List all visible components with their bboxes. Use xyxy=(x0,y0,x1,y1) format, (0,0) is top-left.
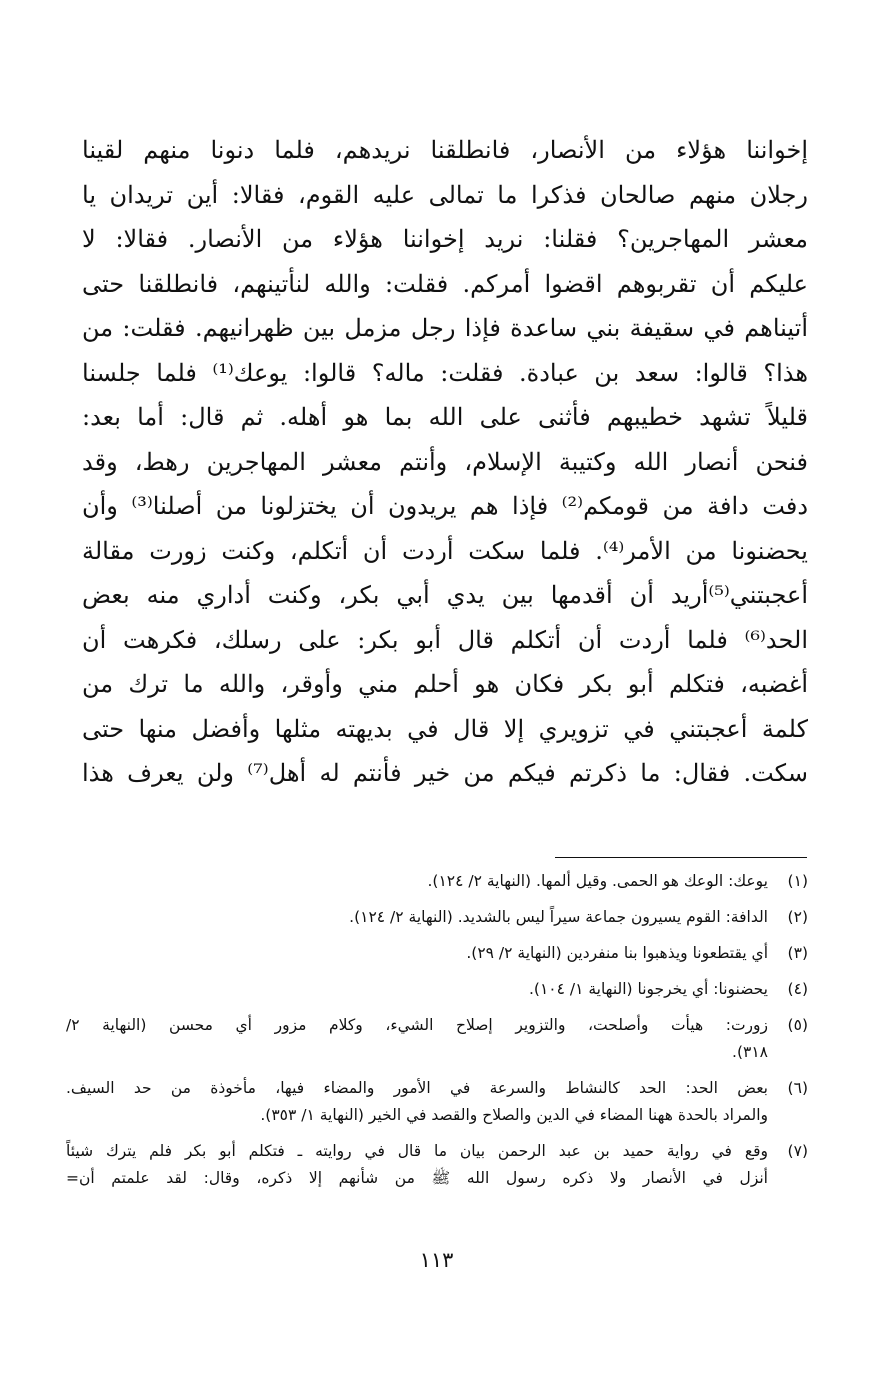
footnote-item xyxy=(66,868,808,895)
footnote-body xyxy=(66,976,768,1003)
footnote-text: بعض الحد: الحد كالنشاط والسرعة في الأمور والمضاء فيها، مأخوذة من حد السيف. xyxy=(66,1079,768,1097)
main-text-line: قليلاً تشهد خطيبهم فأثنى على الله بما هو أهله. ثم قال: أما بعد: xyxy=(82,403,808,431)
footnote-number: (٦) xyxy=(787,1079,808,1097)
footnote-text: أي يقتطعونا ويذهبوا بنا منفردين (النهاية ٢/ ٢٩). xyxy=(466,944,768,962)
footnote-body xyxy=(66,868,768,895)
footnote-text: زورت: هيأت وأصلحت، والتزوير إصلاح الشيء، وكلام مزور أي محسن (النهاية ٢/ xyxy=(66,1016,768,1034)
footnote-text: يحضنونا: أي يخرجونا (النهاية ١/ ١٠٤). xyxy=(528,980,768,998)
footnote-body xyxy=(66,940,768,967)
main-text-line: معشر المهاجرين؟ فقلنا: نريد إخواننا هؤلاء من الأنصار. فقالا: لا xyxy=(82,225,808,253)
footnote-number: (٤) xyxy=(787,980,808,998)
footnote-number: (٥) xyxy=(787,1016,808,1034)
main-text-line: سكت. فقال: ما ذكرتم فيكم من خير فأنتم له أهل⁽⁷⁾ ولن يعرف هذا xyxy=(82,759,808,787)
footnote-item xyxy=(66,1138,808,1192)
main-text-line: فنحن أنصار الله وكتيبة الإسلام، وأنتم معشر المهاجرين رهط، وقد xyxy=(82,447,808,476)
footnote-number: (١) xyxy=(787,872,808,890)
footnote-body xyxy=(66,904,768,931)
main-text-block xyxy=(82,128,808,796)
footnote-text: والمراد بالحدة ههنا المضاء في الدين والصلاح والقصد في الخير (النهاية ١/ ٣٥٣). xyxy=(260,1106,768,1124)
footnote-text: ٣١٨). xyxy=(732,1043,768,1061)
footnote-body xyxy=(66,1012,768,1066)
main-text-line: أغضبه، فتكلم أبو بكر فكان هو أحلم مني وأوقر، والله ما ترك من xyxy=(82,670,808,698)
main-text-line: أتيناهم في سقيفة بني ساعدة فإذا رجل مزمل بين ظهرانيهم. فقلت: من xyxy=(82,314,808,342)
main-text-line: دفت دافة من قومكم⁽²⁾ فإذا هم يريدون أن يختزلونا من أصلنا⁽³⁾ وأن xyxy=(82,492,808,520)
footnote-item xyxy=(66,904,808,931)
main-text-line: كلمة أعجبتني في تزويري إلا قال في بديهته مثلها وأفضل منها حتى xyxy=(82,714,808,743)
footnote-number: (٧) xyxy=(787,1142,808,1160)
footnote-separator xyxy=(555,857,807,858)
page-number: ١١٣ xyxy=(419,1248,454,1272)
footnote-text: أنزل في الأنصار ولا ذكره رسول الله ﷺ من شأنهم إلا ذكره، وقال: لقد علمتم أن= xyxy=(66,1169,768,1187)
main-text-line: الحد⁽⁶⁾ فلما أردت أن أتكلم قال أبو بكر: على رسلك، فكرهت أن xyxy=(82,625,808,654)
footnote-body xyxy=(66,1138,768,1192)
main-text-line: إخواننا هؤلاء من الأنصار، فانطلقنا نريدهم، فلما دنونا منهم لقينا xyxy=(82,136,808,164)
main-text-line: يحضنونا من الأمر⁽⁴⁾. فلما سكت أردت أن أتكلم، وكنت زورت مقالة xyxy=(82,536,808,565)
footnote-item xyxy=(66,940,808,967)
main-text-line: هذا؟ قالوا: سعد بن عبادة. فقلت: ماله؟ قالوا: يوعك⁽¹⁾ فلما جلسنا xyxy=(82,358,808,387)
footnote-number: (٢) xyxy=(787,908,808,926)
footnote-body xyxy=(66,1075,768,1129)
footnote-item xyxy=(66,1012,808,1066)
footnote-item xyxy=(66,1075,808,1129)
footnote-item xyxy=(66,976,808,1003)
footnote-text: الدافة: القوم يسيرون جماعة سيراً ليس بالشديد. (النهاية ٢/ ١٢٤). xyxy=(349,908,768,926)
main-text-line: رجلان منهم صالحان فذكرا ما تمالى عليه القوم، فقالا: أين تريدان يا xyxy=(82,180,808,209)
footnotes-block xyxy=(66,868,808,1201)
main-text-line: أعجبتني⁽⁵⁾أريد أن أقدمها بين يدي أبي بكر، وكنت أداري منه بعض xyxy=(82,581,808,609)
footnote-text: وقع في رواية حميد بن عبد الرحمن بيان ما قال في روايته ـ فتكلم أبو بكر فلم يترك شيئاً xyxy=(66,1142,768,1160)
main-text-line: عليكم أن تقربوهم اقضوا أمركم. فقلت: والله لنأتينهم، فانطلقنا حتى xyxy=(82,269,808,298)
footnote-text: يوعك: الوعك هو الحمى. وقيل ألمها. (النهاية ٢/ ١٢٤). xyxy=(427,872,768,890)
footnote-number: (٣) xyxy=(787,944,808,962)
